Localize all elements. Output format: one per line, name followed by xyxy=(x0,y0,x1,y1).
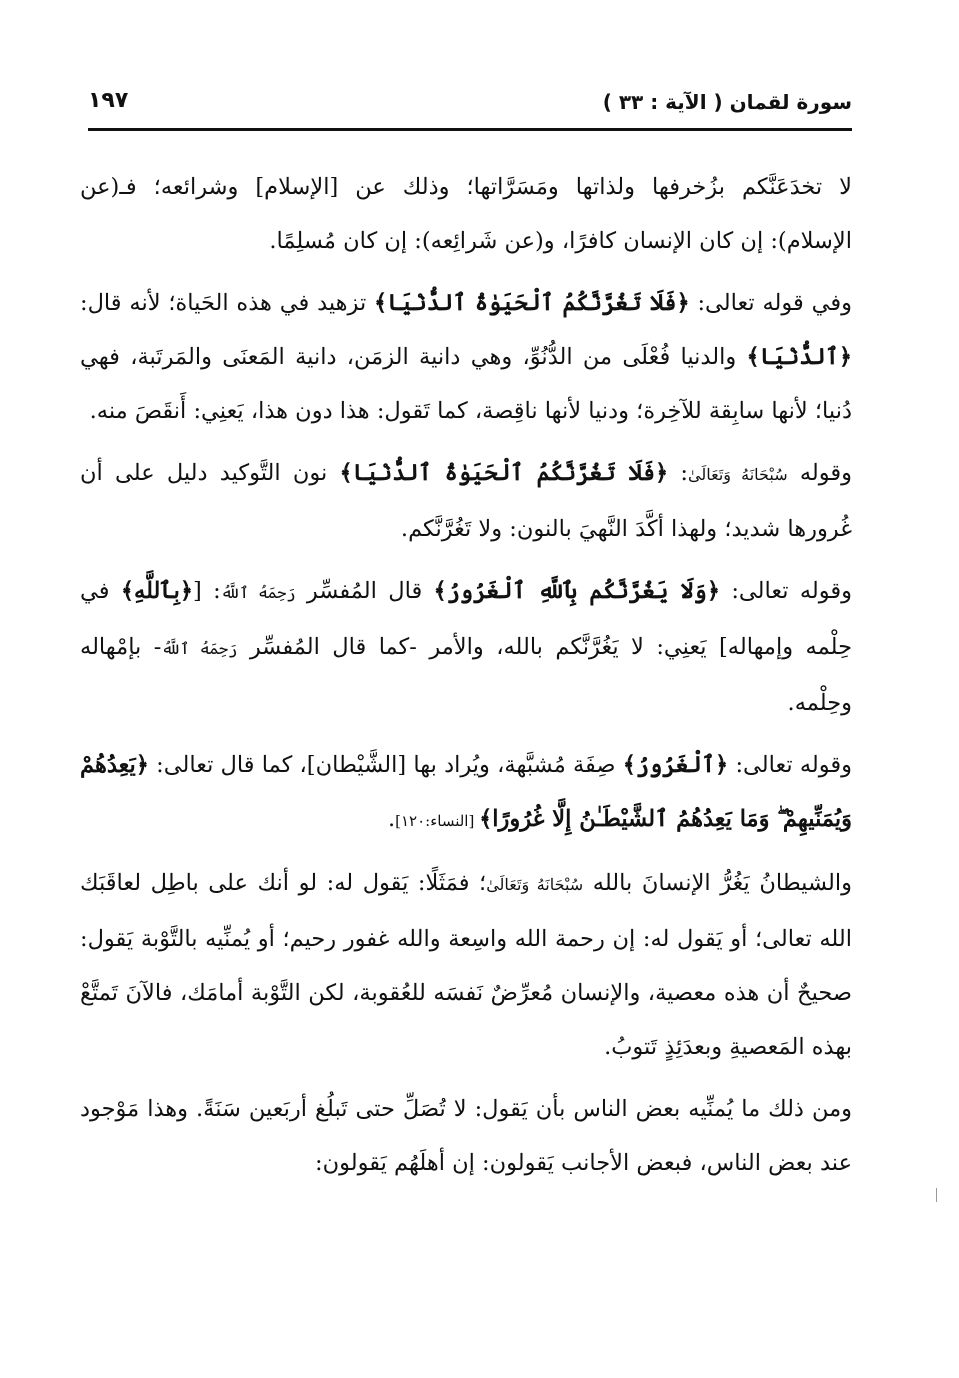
paragraph-text: تزهيد في هذه الحَياة؛ لأنه قال: xyxy=(80,290,375,316)
paragraph-text: ومن ذلك ما يُمنِّيه بعض الناس بأن يَقول: لا تُصَلِّ حتى تَبلُغ أربَعين سَنَةً. وهذا مَوْجود عند بعض الناس، فبعض الأجانب يَقولون: إن أهلَهُم يَقولون: xyxy=(80,1096,852,1176)
paragraph-text: والشيطانُ يَغُرُّ الإنسانَ بالله xyxy=(583,870,853,896)
quran-verse: ﴿ٱلْغَرُورُ﴾ xyxy=(622,752,729,778)
paragraph-5 xyxy=(80,738,852,848)
quran-verse: ﴿فَلَا تَغُرَّنَّكُمُ ٱلْحَيَوٰةُ ٱلدُّنْيَا﴾ xyxy=(339,460,669,486)
quran-verse: ﴿وَلَا يَغُرَّنَّكُم بِٱللَّهِ ٱلْغَرُورُ﴾ xyxy=(433,578,721,604)
paragraph-text: - بإمْهاله وحِلْمه. xyxy=(80,634,852,716)
quran-verse: ﴿ٱلدُّنْيَا﴾ xyxy=(746,344,852,370)
paragraph-text: وفي قوله تعالى: xyxy=(689,290,852,316)
paragraph-text: صِفَة مُشبَّهة، ويُراد بها [الشَّيْطان]، كما قال تعالى: xyxy=(148,752,623,778)
paragraph-text: قال المُفسِّر xyxy=(295,578,434,604)
scan-mark xyxy=(936,1188,937,1202)
body-text xyxy=(80,160,852,1198)
quran-verse: ﴿فَلَا تَغُرَّنَّكُمُ ٱلْحَيَوٰةُ ٱلدُّنْيَا﴾ xyxy=(374,290,690,316)
paragraph-text: ؛ فمَثَلًا: يَقول له: لو أنك على باطِل لعاقَبَك الله تعالى؛ أو يَقول له: إن رحمة الله واسِعة والله غفور رحيم؛ أو يُمنِّيه بالتَّوْبة يَقول: صحيحٌ أن هذه معصية، والإنسان مُعرِّضٌ نَفسَه للعُقوبة، لكن التَّوْبة أمامَك، فالآنَ تَمتَّعْ بهذه المَعصيةِ وبعدَئِذٍ تَتوبُ. xyxy=(80,870,852,1060)
paragraph-text: في حِلْمه وإمهاله] يَعنِي: لا يَغُرَّنَّكم بالله، والأمر -كما قال المُفسِّر xyxy=(80,578,852,660)
paragraph-text: والدنيا فُعْلَى من الدُّنُوِّ، وهي دانية الزمَن، دانية المَعنَى والمَرتَبة، فهي دُنيا؛ لأنها سابِقة للآخِرة؛ ودنيا لأنها ناقِصة، كما تَقول: هذا دون هذا، يَعنِي: أَنقَصَ منه. xyxy=(80,344,852,424)
paragraph-text: وقوله xyxy=(787,460,853,486)
paragraph-text: : [ xyxy=(193,578,221,604)
paragraph-3 xyxy=(80,446,852,556)
quran-verse: ﴿يَعِدُهُمْ وَيُمَنِّيهِمْ ۖ وَمَا يَعِدُهُمُ ٱلشَّيْطَـٰنُ إِلَّا غُرُورًا﴾ xyxy=(80,752,852,832)
paragraph-6 xyxy=(80,856,852,1074)
quran-verse: ﴿بِٱللَّهِ﴾ xyxy=(120,578,194,604)
paragraph-text: لا تخدَعَنَّكم بزُخرفها ولذاتها ومَسَرَّاتها؛ وذلك عن [الإسلام] وشرائعه؛ فـ(عن الإسلام): إن كان الإنسان كافرًا، و(عن شَرائِعه): إن كان مُسلِمًا. xyxy=(80,174,852,254)
paragraph-1 xyxy=(80,160,852,268)
paragraph-text: نون التَّوكيد دليل على أن غُرورها شديد؛ ولهذا أكَّدَ النَّهيَ بالنون: ولا تَغُرَّنَّكم. xyxy=(80,460,852,542)
verse-reference: [النساء:١٢٠] xyxy=(395,812,480,830)
paragraph-text: . xyxy=(387,806,396,832)
honorific-phrase: سُبْحَانَهُ وَتَعَالَىٰ xyxy=(688,465,788,484)
paragraph-text: : xyxy=(668,460,689,486)
paragraph-7 xyxy=(80,1082,852,1190)
surah-title: سورة لقمان ( الآية : ٣٣ ) xyxy=(602,90,852,114)
honorific-phrase: رَحِمَهُ ٱللَّهُ xyxy=(161,639,238,658)
page-number: ١٩٧ xyxy=(88,88,129,113)
honorific-phrase: رَحِمَهُ ٱللَّهُ xyxy=(220,583,296,602)
paragraph-text: وقوله تعالى: xyxy=(720,578,852,604)
paragraph-text: وقوله تعالى: xyxy=(728,752,852,778)
honorific-phrase: سُبْحَانَهُ وَتَعَالَىٰ xyxy=(486,875,584,894)
paragraph-4 xyxy=(80,564,852,730)
page-header xyxy=(88,88,852,131)
paragraph-2 xyxy=(80,276,852,438)
